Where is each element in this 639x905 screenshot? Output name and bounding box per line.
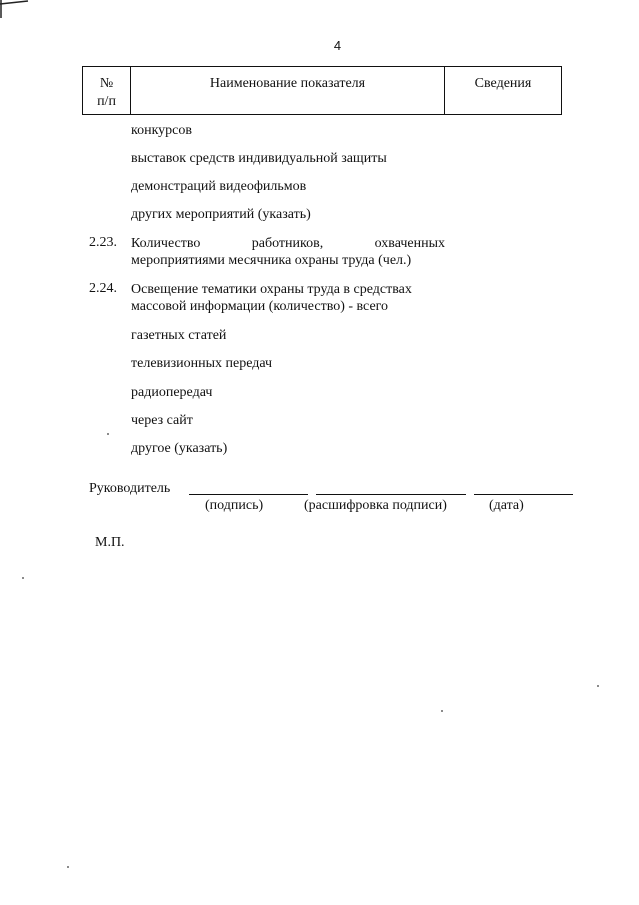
stamp-place: М.П. [95, 535, 125, 550]
scan-speck [22, 577, 24, 579]
subitem-newspaper-articles: газетных статей [131, 328, 227, 343]
item-other-events: других мероприятий (указать) [131, 207, 311, 222]
column-number-symbol: № [99, 76, 114, 91]
item-2-24-line1: Освещение тематики охраны труда в средствах [131, 282, 412, 297]
item-2-23-line1: Количество работников, охваченных [131, 236, 445, 251]
item-2-24-number: 2.24. [89, 281, 117, 296]
subitem-tv-programs: телевизионных передач [131, 356, 273, 371]
column-number-abbr: п/п [97, 94, 116, 109]
item-2-24-line2: массовой информации (количество) - всего [131, 299, 389, 314]
indicator-table-header [82, 66, 562, 115]
scan-corner-mark [0, 0, 30, 20]
item-2-23-text [131, 235, 445, 269]
column-value-header: Сведения [445, 67, 562, 115]
column-name-header: Наименование показателя [131, 67, 445, 115]
signature-caption: (подпись) [205, 498, 264, 513]
signature-label: Руководитель [89, 481, 171, 496]
column-number-header [83, 67, 131, 115]
signature-date-caption: (дата) [489, 498, 524, 513]
subitem-website: через сайт [131, 413, 193, 428]
scan-speck [67, 866, 69, 868]
item-ppe-exhibitions: выставок средств индивидуальной защиты [131, 151, 387, 166]
scan-speck [441, 710, 443, 712]
item-2-23-line2: мероприятиями месячника охраны труда (чел.) [131, 253, 412, 268]
signature-decoding-caption: (расшифровка подписи) [304, 498, 447, 513]
signature-decoding-line [316, 494, 466, 495]
page-number: 4 [333, 38, 342, 53]
signature-line [189, 494, 308, 495]
item-contests: конкурсов [131, 123, 193, 138]
item-2-24-text [131, 281, 445, 315]
scan-speck [597, 685, 599, 687]
subitem-radio-programs: радиопередач [131, 385, 213, 400]
signature-date-line [474, 494, 573, 495]
item-film-screenings: демонстраций видеофильмов [131, 179, 307, 194]
item-2-23-number: 2.23. [89, 235, 117, 250]
scan-speck [107, 433, 109, 435]
subitem-other: другое (указать) [131, 441, 228, 456]
